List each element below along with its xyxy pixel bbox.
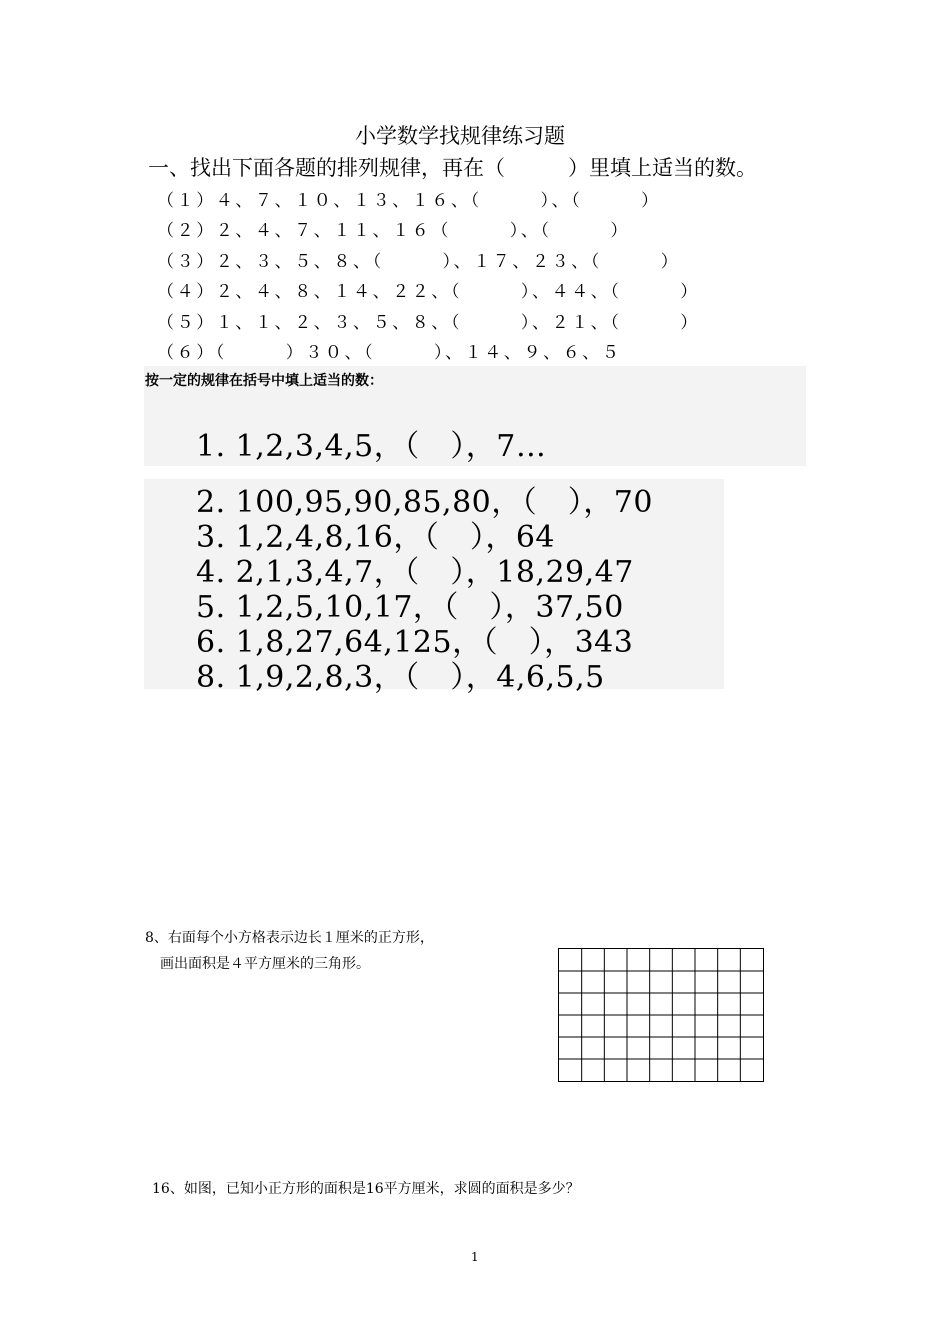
question16: 16、如图，已知小正方形的面积是16平方厘米，求圆的面积是多少？ xyxy=(152,1181,580,1197)
sequence-item-3: （３）２、３、５、８、（ ）、１７、２３、（ ） xyxy=(157,252,681,272)
section1-heading: 一、找出下面各题的排列规律，再在（ ）里填上适当的数。 xyxy=(148,156,757,180)
sequence-item-6: （６）（ ）３０、（ ）、１４、９、６、５ xyxy=(157,343,622,363)
pattern-item-5: 5. 1,2,5,10,17，（ ），37,50 xyxy=(196,590,624,625)
section2-instruction: 按一定的规律在括号中填上适当的数： xyxy=(145,373,383,389)
pattern-item-6: 6. 1,8,27,64,125，（ ），343 xyxy=(196,625,634,660)
pattern-item-2: 2. 100,95,90,85,80，（ ），70 xyxy=(196,485,653,520)
pattern-item-3: 3. 1,2,4,8,16，（ ），64 xyxy=(196,520,555,555)
sequence-item-4: （４）２、４、８、１４、２２、（ ）、４４、（ ） xyxy=(157,282,700,302)
question8-line2: 画出面积是４平方厘米的三角形。 xyxy=(160,956,370,972)
question8-line1: 8、右面每个小方格表示边长１厘米的正方形， xyxy=(145,930,434,946)
page-number: 1 xyxy=(471,1250,479,1264)
pattern-item-1: 1. 1,2,3,4,5，（ ），7… xyxy=(196,429,547,464)
pattern-item-8: 8. 1,9,2,8,3，（ ），4,6,5,5 xyxy=(196,660,605,695)
sequence-item-1: （１）４、７、１０、１３、１６、（ ）、（ ） xyxy=(157,191,661,211)
sequence-item-2: （２）２、４、７、１１、１６（ ）、（ ） xyxy=(157,221,630,241)
page-title: 小学数学找规律练习题 xyxy=(355,124,565,148)
sequence-item-5: （５）１、１、２、３、５、８、（ ）、２１、（ ） xyxy=(157,313,700,333)
square-grid xyxy=(558,948,764,1082)
pattern-item-4: 4. 2,1,3,4,7，（ ），18,29,47 xyxy=(196,555,634,590)
